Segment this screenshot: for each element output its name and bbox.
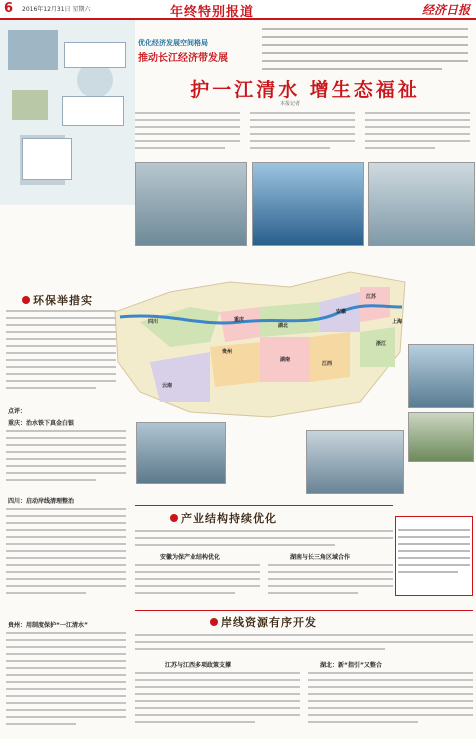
region-chongqing xyxy=(220,307,260,342)
page-header xyxy=(0,0,476,20)
sichuan-text xyxy=(6,506,126,616)
photo-dock xyxy=(136,422,226,484)
byline: 本报记者 xyxy=(280,101,301,107)
env-subhead-guizhou: 贵州：用制度保护“一江清水” xyxy=(8,622,88,629)
guizhou-text xyxy=(6,630,126,734)
sidebox-1 xyxy=(64,42,126,68)
map-label-sichuan: 四川 xyxy=(148,319,159,325)
sidebox-2 xyxy=(62,96,124,126)
photo-dam xyxy=(135,162,247,246)
resources-subhead-hubei: 湖北：新“指引”又整合 xyxy=(320,662,382,669)
map-label-shanghai: 上海 xyxy=(392,319,403,325)
issue-date: 2016年12月31日 星期六 xyxy=(22,6,91,13)
sidebar-text-lines xyxy=(398,519,470,593)
env-subhead-sichuan: 四川：启动岸线清理整治 xyxy=(8,498,75,505)
photo-boat xyxy=(252,162,364,246)
industry-subhead-hunan: 湖南与长三角区域合作 xyxy=(290,554,351,561)
bullet-icon xyxy=(210,618,218,626)
map-label-hunan: 湖南 xyxy=(280,357,291,363)
map-label-chongqing: 重庆 xyxy=(234,317,245,323)
region-zhejiang xyxy=(360,327,395,367)
feature-banner xyxy=(138,38,238,68)
region-guizhou xyxy=(210,342,260,387)
bullet-icon xyxy=(22,296,30,304)
resources-columns-text xyxy=(135,670,473,736)
map-label-jiangsu: 江苏 xyxy=(366,294,377,300)
sidebox-3 xyxy=(22,138,72,180)
map-label-zhejiang: 浙江 xyxy=(376,341,387,347)
photo-shore xyxy=(408,412,474,462)
section-resources-text: 岸线资源有序开发 xyxy=(221,616,317,629)
industry-intro-text xyxy=(135,528,393,550)
intro-body-text xyxy=(135,110,473,158)
main-headline: 护一江清水 增生态福祉 xyxy=(190,79,420,101)
region-jiangxi xyxy=(310,332,350,382)
page-number: 6 xyxy=(4,1,14,16)
photo-port xyxy=(368,162,475,246)
industry-columns-text xyxy=(135,562,393,606)
photo-cargo xyxy=(306,430,404,494)
section-env-title xyxy=(22,292,93,308)
divider-industry xyxy=(135,505,393,506)
section-env-text: 环保举措实 xyxy=(33,294,93,307)
section-industry-title xyxy=(170,510,277,526)
banner-line2: 推动长江经济带发展 xyxy=(138,53,228,64)
map-label-yunnan: 云南 xyxy=(162,383,173,389)
map-label-hubei: 湖北 xyxy=(278,323,289,329)
banner-line1: 优化经济发展空间格局 xyxy=(138,39,208,47)
resources-subhead-jiangsu: 江苏与江西多项政策支撑 xyxy=(165,662,232,669)
section-title: 年终特别报道 xyxy=(170,5,255,20)
photo-bridge xyxy=(408,344,474,408)
sidebar-info-box xyxy=(395,516,473,596)
chongqing-text xyxy=(6,428,126,488)
divider-resources xyxy=(135,610,473,611)
env-subhead-note: 点评： xyxy=(8,408,27,415)
masthead: 经济日报 xyxy=(421,3,470,17)
industry-subhead-anhui: 安徽为保产业结构优化 xyxy=(160,554,221,561)
section-industry-text: 产业结构持续优化 xyxy=(181,512,277,525)
map-label-anhui: 安徽 xyxy=(336,309,347,315)
map-label-guizhou: 贵州 xyxy=(222,349,233,355)
env-subhead-chongqing: 重庆：治水铁下真金白银 xyxy=(8,420,75,427)
yangtze-map xyxy=(110,252,410,420)
section-resources-title xyxy=(210,614,317,630)
resources-intro-text xyxy=(135,632,473,654)
bullet-icon xyxy=(170,514,178,522)
map-label-jiangxi: 江西 xyxy=(322,361,333,367)
